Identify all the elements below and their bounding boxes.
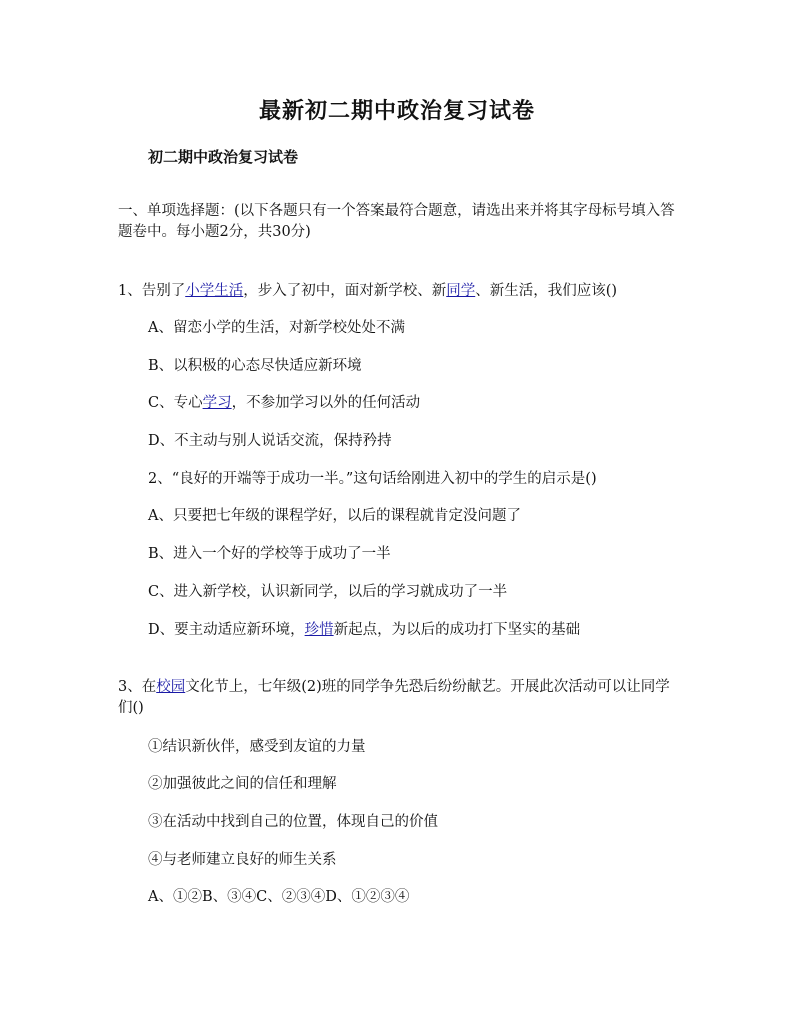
link-xiaoyuan[interactable]: 校园 — [156, 679, 186, 695]
link-xiaoxue-shenghuo[interactable]: 小学生活 — [185, 283, 244, 299]
question-1-option-c: C、专心学习，不参加学习以外的任何活动 — [148, 395, 421, 411]
link-xuexi[interactable]: 学习 — [202, 395, 232, 411]
question-2-option-c: C、进入新学校，认识新同学，以后的学习就成功了一半 — [148, 584, 508, 600]
question-3-item-4: ④与老师建立良好的师生关系 — [148, 852, 337, 868]
document-subtitle: 初二期中政治复习试卷 — [148, 148, 299, 166]
question-1-stem: 1、告别了小学生活，步入了初中，面对新学校、新同学、新生活，我们应该() — [118, 283, 618, 299]
document-title: 最新初二期中政治复习试卷 — [258, 98, 535, 124]
question-2-option-b: B、进入一个好的学校等于成功了一半 — [148, 546, 391, 562]
question-3-item-1: ①结识新伙伴，感受到友谊的力量 — [148, 739, 366, 755]
section-heading: 一、单项选择题：(以下各题只有一个答案最符合题意，请选出来并将其字母标号填入答题卷中。每小题2分，共30分) — [118, 203, 675, 240]
link-zhenxi[interactable]: 珍惜 — [304, 622, 334, 638]
question-3-item-2: ②加强彼此之间的信任和理解 — [148, 776, 337, 792]
question-1-option-b: B、以积极的心态尽快适应新环境 — [148, 358, 362, 374]
question-3-item-3: ③在活动中找到自己的位置，体现自己的价值 — [148, 814, 438, 830]
question-3-answer-options: A、①②B、③④C、②③④D、①②③④ — [148, 889, 410, 905]
question-2-option-d: D、要主动适应新环境，珍惜新起点，为以后的成功打下坚实的基础 — [148, 622, 581, 638]
question-2-stem: 2、“良好的开端等于成功一半。”这句话给刚进入初中的学生的启示是() — [148, 471, 597, 487]
question-1-option-a: A、留恋小学的生活，对新学校处处不满 — [148, 320, 405, 336]
question-2-option-a: A、只要把七年级的课程学好，以后的课程就肯定没问题了 — [148, 508, 521, 524]
question-1-option-d: D、不主动与别人说话交流，保持矜持 — [148, 433, 392, 449]
question-3-stem: 3、在校园文化节上，七年级(2)班的同学争先恐后纷纷献艺。开展此次活动可以让同学们() — [118, 679, 670, 716]
link-tongxue[interactable]: 同学 — [446, 283, 476, 299]
